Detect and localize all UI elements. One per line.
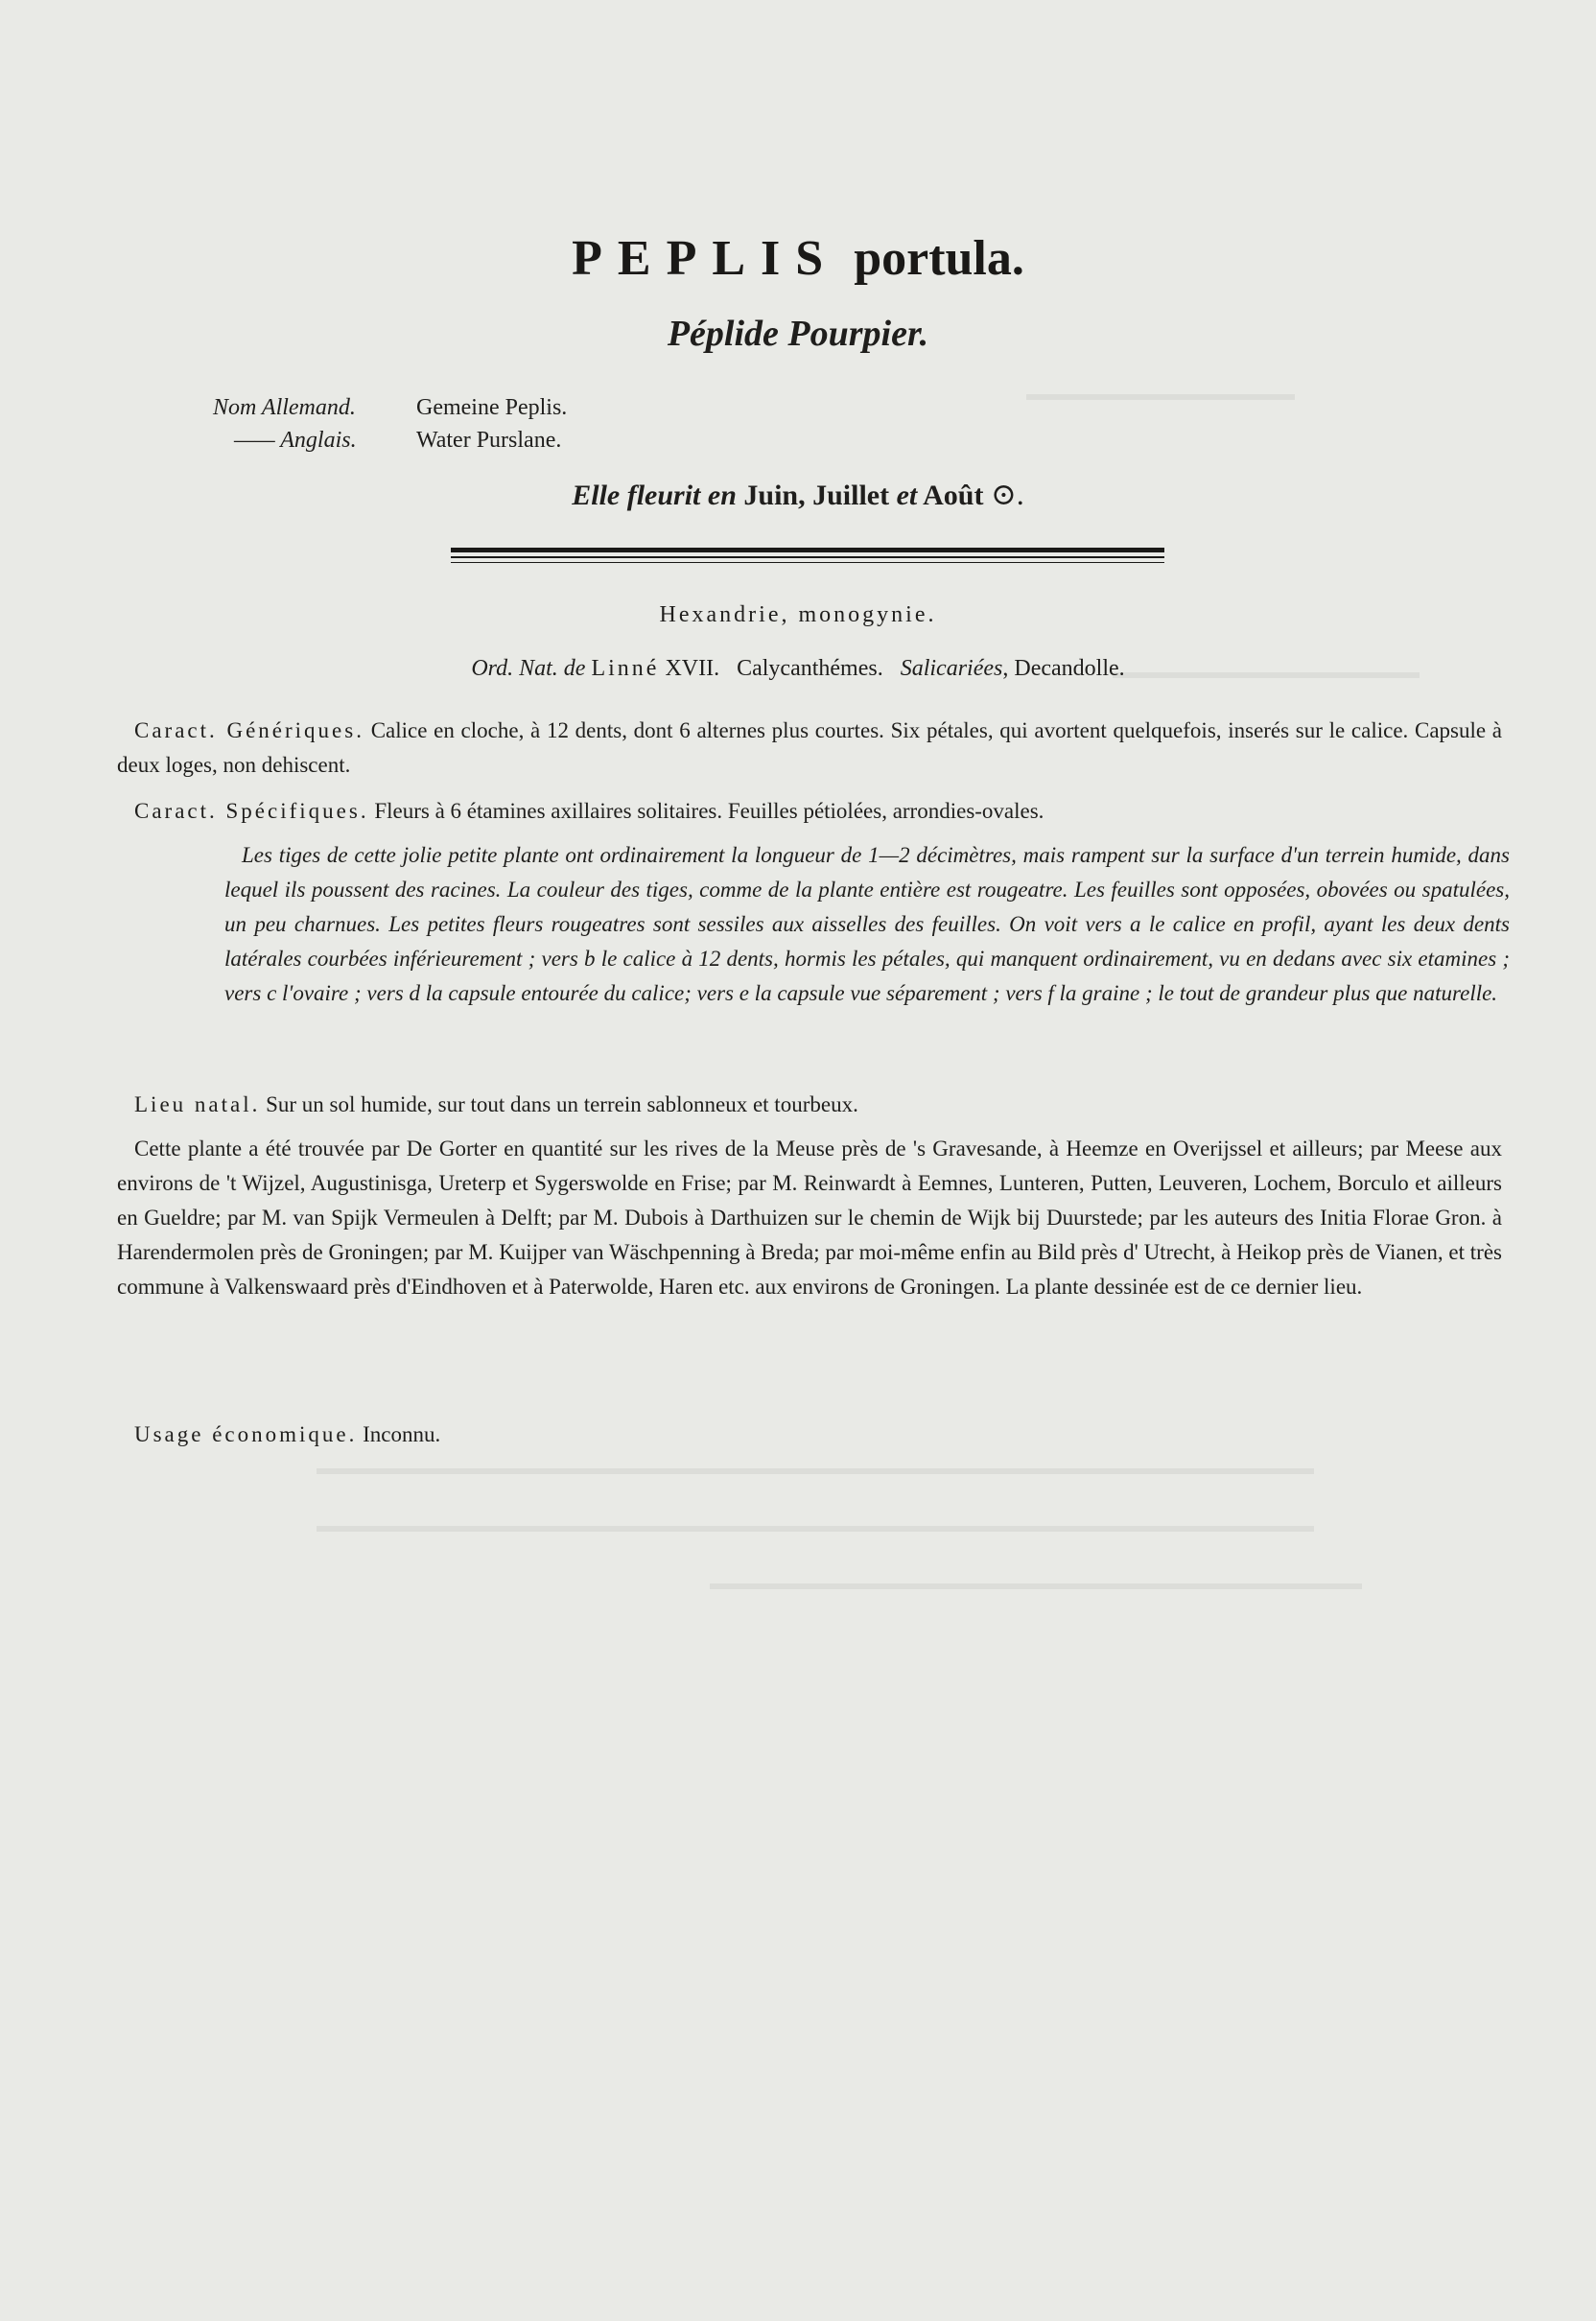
flowering-conjunction: et: [896, 480, 918, 511]
classification: Hexandrie, monogynie.: [659, 602, 937, 627]
show-through-line: ▬▬▬▬▬▬▬▬▬▬▬▬▬▬: [1026, 384, 1295, 405]
generic-characters: Caract. Génériques. Calice en cloche, à 12 dents, dont 6 alternes plus courtes. Six pétales, qui avortent quelquefois, inserés sur le calice. Capsule à deux loges, non dehiscent.: [117, 718, 1503, 777]
french-name: Péplide Pourpier.: [667, 314, 929, 354]
habitat: Lieu natal. Sur un sol humide, sur tout dans un terrein sablonneux et tourbeux.: [134, 1092, 858, 1116]
flowering-line: [0, 476, 1596, 512]
title-genus: PEPLIS: [572, 231, 839, 286]
title-species: portula.: [854, 231, 1024, 286]
plate-description: Les tiges de cette jolie petite plante ont ordinairement la longueur de 1—2 décimètres, mais rampent sur la surface d'un terrein humide, dans lequel ils poussent des racines. La couleur des tiges, comme de la plante entière est rougeatre. Les feuilles sont opposées, obovées ou spatulées, un peu charnues. Les petites fleurs rougeatres sont sessiles aux aisselles des feuilles. On voit vers a le calice en profil, ayant les deux dents latérales courbées inférieurement ; vers b le calice à 12 dents, hormis les pétales, qui manquent ordinairement, vu en dedans avec six etamines ; vers c l'ovaire ; vers d la capsule entourée du calice; vers e la capsule vue séparement ; vers f la graine ; le tout de grandeur plus que naturelle.: [224, 843, 1510, 1005]
localities: Cette plante a été trouvée par De Gorter en quantité sur les rives de la Meuse près de 's Gravesande, à Heemze en Overijssel et ailleurs; par Meese aux environs de 't Wijzel, Augustinisga, Ureterp et Sygerswolde en Frise; par M. Reinwardt à Eemnes, Lunteren, Putten, Leuveren, Lochem, Borculo et ailleurs en Gueldre; par M. van Spijk Vermeulen à Delft; par M. Dubois à Darthuizen sur le chemin de Wijk bij Duurstede; par les auteurs des Initia Florae Gron. à Harendermolen près de Groningen; par M. Kuijper van Wäschpenning à Breda; par moi-même enfin au Bild près d' Utrecht, à Heikop près de Vianen, et très commune à Valkenswaard près d'Eindhoven et à Paterwolde, Haren etc. aux environs de Groningen. La plante dessinée est de ce dernier lieu.: [117, 1137, 1502, 1299]
show-through-line: ▬▬▬▬▬▬▬▬▬▬▬▬▬▬▬▬▬▬▬▬▬▬▬▬▬▬▬▬▬▬▬▬▬▬: [710, 1573, 1362, 1594]
flowering-months-b: Août: [923, 480, 984, 511]
rule-thin: [451, 556, 1164, 558]
common-name-row: [213, 424, 567, 457]
rule-thick: [451, 548, 1164, 552]
language-label: —— Anglais.: [234, 428, 357, 453]
economic-use: Usage économique. Inconnu.: [134, 1422, 441, 1446]
show-through-line: ▬▬▬▬▬▬▬▬▬▬▬▬▬▬▬▬▬▬▬▬▬▬▬▬▬▬▬▬▬▬▬▬▬▬▬▬▬▬▬▬▬▬▬▬▬▬▬▬▬▬▬▬: [317, 1458, 1314, 1479]
flowering-months-a: Juin, Juillet: [743, 480, 890, 511]
specific-characters: Caract. Spécifiques. Fleurs à 6 étamines axillaires solitaires. Feuilles pétiolées, arrondies-ovales.: [134, 799, 1044, 823]
annual-symbol-icon: ⊙.: [990, 477, 1024, 511]
page-title: [0, 230, 1596, 287]
flowering-prefix: Elle fleurit en: [572, 480, 737, 511]
common-name-row: [213, 391, 567, 424]
language-label: Nom Allemand.: [213, 395, 356, 420]
common-name-value: Water Purslane.: [416, 428, 562, 453]
natural-order: Ord. Nat. de Linné XVII. Calycanthémes. Salicariées, Decandolle.: [471, 656, 1125, 681]
common-names: [213, 391, 567, 457]
show-through-line: ▬▬▬▬▬▬▬▬▬▬▬▬▬▬▬▬▬▬▬▬▬▬▬▬▬▬▬▬▬▬▬▬▬▬▬▬▬▬▬▬▬▬▬▬▬▬▬▬▬▬▬▬: [317, 1515, 1314, 1536]
show-through-line: ▬▬▬▬▬▬▬▬▬▬▬▬▬▬▬▬: [1113, 662, 1420, 683]
rule-hair: [451, 562, 1164, 563]
common-name-value: Gemeine Peplis.: [416, 395, 568, 420]
